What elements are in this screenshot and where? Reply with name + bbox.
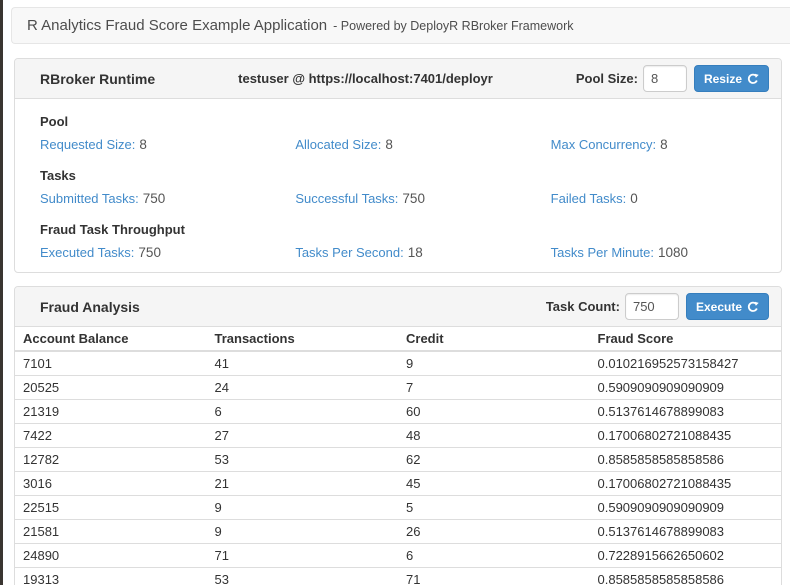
table-row — [15, 520, 781, 544]
fraud-analysis-panel — [14, 286, 782, 585]
stat-label: Submitted Tasks: — [40, 191, 139, 206]
column-header: Account Balance — [15, 327, 207, 351]
resize-button[interactable] — [694, 65, 769, 92]
app-header — [11, 7, 790, 44]
table-cell: 21319 — [15, 400, 207, 424]
column-header: Credit — [398, 327, 590, 351]
task-count-label: Task Count: — [545, 299, 620, 314]
stat-value: 18 — [407, 245, 423, 260]
table-cell: 3016 — [15, 472, 207, 496]
table-cell: 41 — [214, 356, 229, 371]
stat-value: 8 — [660, 137, 668, 152]
stat-value: 1080 — [657, 245, 689, 260]
table-cell: 12782 — [15, 448, 207, 472]
pool-size-label: Pool Size: — [575, 71, 638, 86]
table-cell: 71 — [207, 544, 399, 568]
table-row — [15, 544, 781, 568]
stat-value: 0 — [630, 191, 638, 206]
stat — [526, 137, 781, 152]
table-cell: 0.5909090909090909 — [590, 496, 782, 520]
table-cell: 21 — [207, 472, 399, 496]
table-cell: 60 — [398, 400, 590, 424]
stat-value: 750 — [138, 245, 161, 260]
fraud-table-body — [15, 351, 781, 585]
stat-row — [15, 245, 781, 260]
column-header: Transactions — [207, 327, 399, 351]
runtime-panel-body — [15, 99, 781, 272]
table-cell: 0.17006802721088435 — [590, 472, 782, 496]
section-heading: Fraud Task Throughput — [40, 222, 185, 237]
stat — [270, 191, 525, 206]
table-cell: 9 — [207, 520, 399, 544]
analysis-panel-title: Fraud Analysis — [40, 298, 140, 315]
table-row — [15, 376, 781, 400]
stat — [526, 245, 781, 260]
table-cell: 62 — [398, 448, 590, 472]
table-cell: 7 — [398, 376, 590, 400]
refresh-icon — [747, 73, 759, 85]
table-row — [15, 496, 781, 520]
fraud-table-header — [15, 327, 781, 351]
table-cell: 0.5137614678899083 — [590, 520, 782, 544]
rbroker-runtime-panel — [14, 58, 782, 273]
table-cell: 26 — [398, 520, 590, 544]
table-cell: 0.8585858585858586 — [590, 448, 782, 472]
endpoint-label: testuser @ https://localhost:7401/deployr — [238, 71, 493, 86]
table-cell: 45 — [398, 472, 590, 496]
stat-value: 8 — [385, 137, 393, 152]
task-count-controls — [546, 293, 769, 320]
section-heading: Tasks — [40, 168, 76, 183]
table-row — [15, 424, 781, 448]
stat-label: Max Concurrency: — [550, 137, 657, 152]
runtime-stat-section — [15, 222, 781, 260]
runtime-stat-section — [15, 114, 781, 152]
column-header: Fraud Score — [590, 327, 782, 351]
table-cell: 0.5137614678899083 — [590, 400, 782, 424]
table-cell: 0.17006802721088435 — [590, 424, 782, 448]
stat — [270, 245, 525, 260]
execute-button[interactable] — [686, 293, 769, 320]
stat — [270, 137, 525, 152]
stat-label: Failed Tasks: — [550, 191, 627, 206]
table-cell: 71 — [398, 568, 590, 585]
stat-label: Allocated Size: — [295, 137, 382, 152]
table-cell: 9 — [207, 496, 399, 520]
table-row — [15, 448, 781, 472]
table-cell: 5 — [398, 496, 590, 520]
stat-value: 750 — [142, 191, 166, 206]
table-cell: 48 — [398, 424, 590, 448]
runtime-panel-heading — [15, 59, 781, 99]
stat-label: Successful Tasks: — [295, 191, 399, 206]
stat-row — [15, 191, 781, 206]
stat — [526, 191, 781, 206]
runtime-stat-section — [15, 168, 781, 206]
stat — [15, 191, 270, 206]
runtime-panel-title: RBroker Runtime — [40, 70, 156, 87]
table-cell: 24 — [207, 376, 399, 400]
table-cell: 7422 — [15, 424, 207, 448]
resize-button-label: Resize — [703, 71, 742, 86]
table-cell: 0.7228915662650602 — [590, 544, 782, 568]
table-row — [15, 351, 781, 376]
table-cell: 7101 — [23, 356, 52, 371]
table-cell: 19313 — [15, 568, 207, 585]
table-cell: 6 — [207, 400, 399, 424]
refresh-icon — [747, 301, 759, 313]
table-row — [15, 568, 781, 585]
task-count-input[interactable] — [625, 293, 679, 320]
table-cell: 53 — [207, 448, 399, 472]
stat-value: 750 — [402, 191, 425, 206]
stat-label: Tasks Per Minute: — [550, 245, 654, 260]
table-cell: 9 — [406, 356, 414, 371]
app-subtitle: - Powered by DeployR RBroker Framework — [333, 18, 574, 33]
main-content — [3, 44, 790, 585]
stat — [15, 137, 270, 152]
table-cell: 0.5909090909090909 — [590, 376, 782, 400]
stat-label: Executed Tasks: — [40, 245, 135, 260]
stat-row — [15, 137, 781, 152]
table-cell: 24890 — [15, 544, 207, 568]
stat-value: 8 — [139, 137, 147, 152]
table-cell: 27 — [207, 424, 399, 448]
table-cell: 22515 — [15, 496, 207, 520]
table-cell: 6 — [398, 544, 590, 568]
section-heading: Pool — [40, 114, 69, 129]
table-cell: 20525 — [15, 376, 207, 400]
stat-label: Requested Size: — [40, 137, 136, 152]
table-cell: 0.010216952573158427 — [597, 356, 739, 371]
pool-size-controls — [576, 65, 769, 92]
table-cell: 53 — [207, 568, 399, 585]
analysis-panel-heading — [15, 287, 781, 327]
stat — [15, 245, 270, 260]
stat-label: Tasks Per Second: — [295, 245, 404, 260]
table-row — [15, 472, 781, 496]
table-cell: 0.8585858585858586 — [590, 568, 782, 585]
pool-size-input[interactable] — [643, 65, 687, 92]
fraud-score-table — [15, 327, 781, 585]
execute-button-label: Execute — [695, 299, 742, 314]
table-row — [15, 400, 781, 424]
app-title: R Analytics Fraud Score Example Application — [27, 17, 328, 34]
table-cell: 21581 — [15, 520, 207, 544]
